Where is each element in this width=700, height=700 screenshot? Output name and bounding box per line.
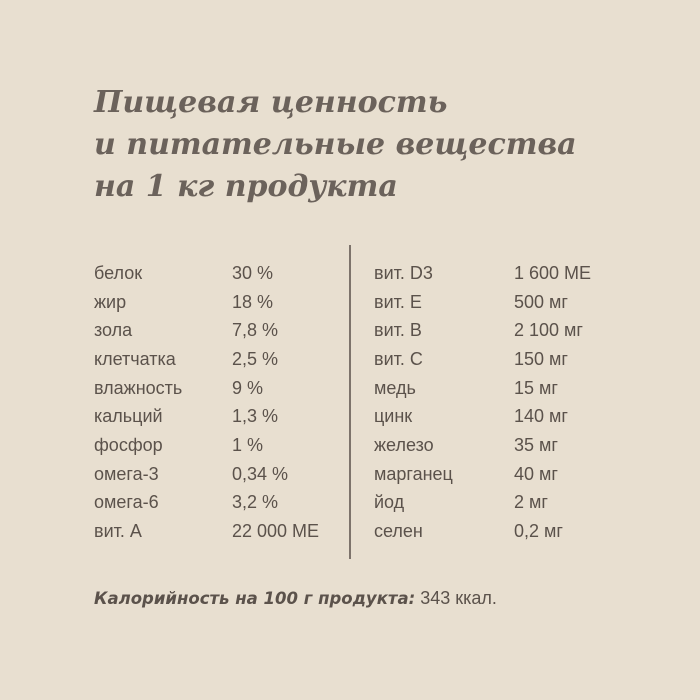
nutrient-row (94, 460, 319, 489)
nutrient-row (374, 288, 591, 317)
nutrient-value: 18 % (232, 291, 274, 312)
calorie-info (94, 588, 497, 609)
nutrient-name: клетчатка (94, 348, 176, 369)
nutrient-value: 1 % (232, 434, 264, 455)
nutrient-value: 35 мг (514, 434, 558, 455)
nutrient-value: 1 600 МЕ (514, 262, 592, 283)
nutrient-name: вит. В (374, 320, 422, 341)
nutrient-row (94, 489, 319, 518)
nutrient-name: вит. А (94, 521, 142, 542)
nutrient-row (94, 345, 319, 374)
nutrient-value: 500 мг (514, 291, 568, 312)
nutrient-row (94, 431, 319, 460)
nutrient-value: 2 мг (514, 492, 548, 513)
nutrient-value: 150 мг (514, 348, 568, 369)
nutrient-row (374, 345, 591, 374)
calorie-label: Калорийность на 100 г продукта: (94, 589, 416, 608)
title-line-2: и питательные вещества (94, 127, 577, 162)
nutrient-value: 0,34 % (232, 463, 289, 484)
nutrient-row (94, 316, 319, 345)
nutrient-name: омега-6 (94, 492, 159, 513)
nutrient-value: 1,3 % (232, 406, 279, 427)
nutrient-name: йод (374, 492, 405, 513)
title-line-1: Пищевая ценность (94, 85, 448, 120)
nutrient-value: 40 мг (514, 463, 558, 484)
page-title (94, 82, 577, 208)
column-divider (349, 245, 351, 559)
nutrient-value: 22 000 МЕ (232, 521, 320, 542)
nutrient-row (374, 489, 591, 518)
nutrients-right-column (374, 259, 591, 546)
nutrient-row (94, 259, 319, 288)
nutrient-name: фосфор (94, 434, 163, 455)
nutrient-row (94, 374, 319, 403)
nutrient-row (94, 517, 319, 546)
nutrient-row (374, 259, 591, 288)
nutrient-row (374, 374, 591, 403)
nutrients-left-column (94, 259, 319, 546)
title-line-3: на 1 кг продукта (94, 169, 398, 204)
nutrient-row (374, 316, 591, 345)
nutrient-name: марганец (374, 463, 453, 484)
nutrient-value: 140 мг (514, 406, 568, 427)
nutrient-name: зола (94, 320, 133, 341)
nutrient-name: вит. С (374, 348, 423, 369)
nutrient-value: 2,5 % (232, 348, 279, 369)
nutrient-row (374, 402, 591, 431)
nutrient-name: вит. D3 (374, 262, 433, 283)
nutrient-value: 9 % (232, 377, 264, 398)
nutrient-name: цинк (374, 406, 413, 427)
nutrient-name: омега-3 (94, 463, 159, 484)
nutrient-name: селен (374, 521, 423, 542)
nutrient-value: 7,8 % (232, 320, 279, 341)
nutrient-row (94, 288, 319, 317)
nutrient-value: 0,2 мг (514, 521, 563, 542)
nutrient-name: белок (94, 262, 143, 283)
nutrient-value: 30 % (232, 262, 274, 283)
nutrient-row (374, 460, 591, 489)
nutrient-name: медь (374, 377, 416, 398)
nutrient-name: вит. Е (374, 291, 422, 312)
nutrient-value: 3,2 % (232, 492, 279, 513)
nutrient-row (374, 431, 591, 460)
nutrient-name: кальций (94, 406, 163, 427)
calorie-value: 343 ккал. (420, 588, 497, 608)
nutrient-value: 15 мг (514, 377, 558, 398)
nutrient-name: влажность (94, 377, 183, 398)
nutrient-name: железо (374, 434, 434, 455)
nutrient-row (94, 402, 319, 431)
nutrient-value: 2 100 мг (514, 320, 583, 341)
nutrient-name: жир (94, 291, 127, 312)
nutrient-row (374, 517, 591, 546)
